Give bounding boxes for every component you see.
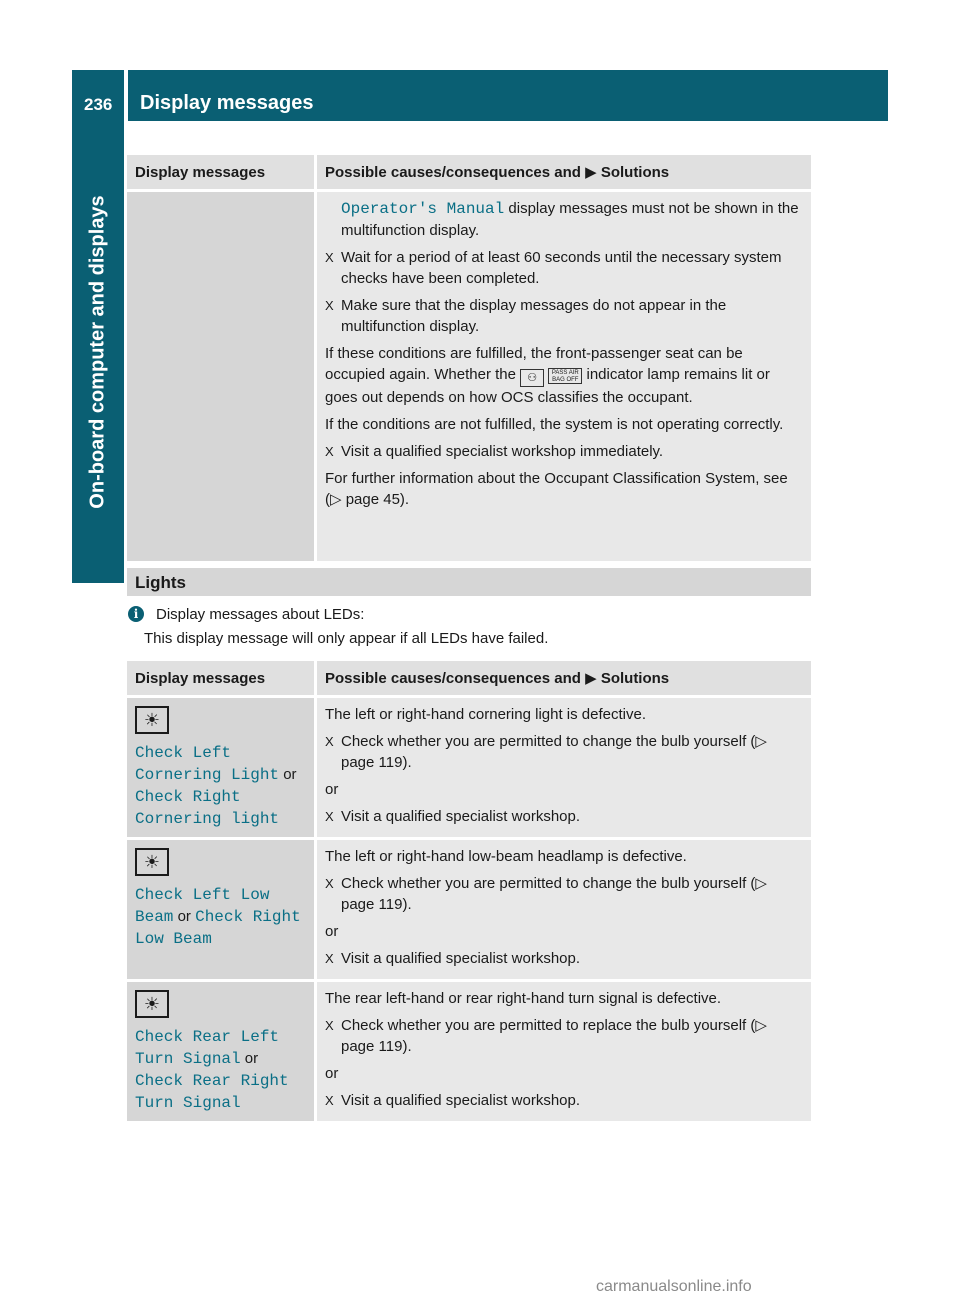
info-text: This display message will only appear if all LEDs have failed. [144, 630, 549, 647]
bulb-icon: ☀ [135, 848, 169, 876]
step-arrow-icon: X [325, 734, 334, 749]
col-header-solutions: Possible causes/consequences and ▶ Solutions [316, 155, 812, 191]
step-arrow-icon: X [325, 1093, 334, 1108]
step-item: X Check whether you are permitted to change the bulb yourself (▷ page 119). [325, 733, 767, 771]
solutions-cell: The left or right-hand cornering light is defective. X Check whether you are permitted to change the bulb yourself (▷ page 119). or X Visit a qualified specialist workshop. [316, 697, 812, 839]
seat-belt-person-icon: ⚇ [520, 369, 544, 387]
message-cell: ☀ Check Rear Left Turn Signal or Check Rear Right Turn Signal [127, 981, 316, 1123]
step-item: X Visit a qualified specialist workshop. [325, 1092, 581, 1109]
page-number: 236 [84, 95, 113, 114]
step-arrow-icon: X [325, 809, 334, 824]
step-item: X Visit a qualified specialist workshop. [325, 808, 581, 825]
header-separator [124, 70, 128, 121]
section-title: Lights [135, 573, 186, 592]
info-icon: i [128, 606, 144, 622]
messages-table-continued [127, 155, 811, 564]
col-header-solutions: Possible causes/consequences and ▶ Solutions [316, 661, 812, 697]
step-item: X Check whether you are permitted to change the bulb yourself (▷ page 119). [325, 875, 767, 913]
step-arrow-icon: X [325, 951, 334, 966]
side-tab-label: On-board computer and displays [86, 195, 109, 509]
step-item: X Make sure that the display messages do not appear in the multifunction display. [325, 297, 727, 335]
step-item: X Visit a qualified specialist workshop immediately. [325, 443, 664, 460]
paragraph: If these conditions are fulfilled, the front-passenger seat can be occupied again. Whether the ⚇ PASS AIR BAG OFF indicator lamp remains lit or goes out depends on how OCS classifies the occupant. [325, 345, 770, 406]
step-item: X Wait for a period of at least 60 seconds until the necessary system checks have been completed. [325, 249, 782, 287]
step-arrow-icon: X [325, 298, 334, 313]
col-header-messages: Display messages [127, 661, 316, 697]
empty-message-cell [127, 191, 316, 563]
table-row [127, 981, 811, 1123]
lights-messages-table [127, 661, 811, 1124]
solutions-cell: Operator's Manual display messages must not be shown in the multifunction display. X Wait for a period of at least 60 seconds until the necessary system checks have been completed. X Make sure that the display messages do not appear in the multifunction display. If these conditions are fulfilled, the front-passenger seat can be occupied again. Whether the ⚇ PASS AIR BAG OFF indicator lamp remains lit or goes out depends on how OCS classifies the occupant. If the conditions are not fulfilled, the system is not operating correctly. X Visit a qualified specialist workshop immediately. For further information about the Occupant Classification System, see (▷ page 45). [316, 191, 812, 563]
page-title: Display messages [140, 92, 314, 114]
step-arrow-icon: X [325, 1018, 334, 1033]
display-text: Operator's Manual [341, 200, 505, 218]
bulb-icon: ☀ [135, 990, 169, 1018]
paragraph: If the conditions are not fulfilled, the system is not operating correctly. [325, 416, 784, 433]
col-header-messages: Display messages [127, 155, 316, 191]
bulb-icon: ☀ [135, 706, 169, 734]
table-row [127, 839, 811, 981]
message-cell: ☀ Check Left Low Beam or Check Right Low Beam [127, 839, 316, 981]
solutions-cell: The rear left-hand or rear right-hand turn signal is defective. X Check whether you are permitted to replace the bulb yourself (▷ page 119). or X Visit a qualified specialist workshop. [316, 981, 812, 1123]
step-item: X Check whether you are permitted to replace the bulb yourself (▷ page 119). [325, 1017, 767, 1055]
step-arrow-icon: X [325, 876, 334, 891]
section-bar [127, 568, 811, 596]
message-cell: ☀ Check Left Cornering Light or Check Right Cornering light [127, 697, 316, 839]
table-row [127, 697, 811, 839]
info-text: Display messages about LEDs: [156, 606, 365, 623]
solutions-cell: The left or right-hand low-beam headlamp is defective. X Check whether you are permitted to change the bulb yourself (▷ page 119). or X Visit a qualified specialist workshop. [316, 839, 812, 981]
paragraph: For further information about the Occupant Classification System, see (▷ page 45). [325, 470, 788, 508]
step-item: X Visit a qualified specialist workshop. [325, 950, 581, 967]
watermark: carmanualsonline.info [596, 1278, 752, 1295]
pass-airbag-off-icon: PASS AIR BAG OFF [548, 368, 582, 384]
step-arrow-icon: X [325, 444, 334, 459]
step-arrow-icon: X [325, 250, 334, 265]
